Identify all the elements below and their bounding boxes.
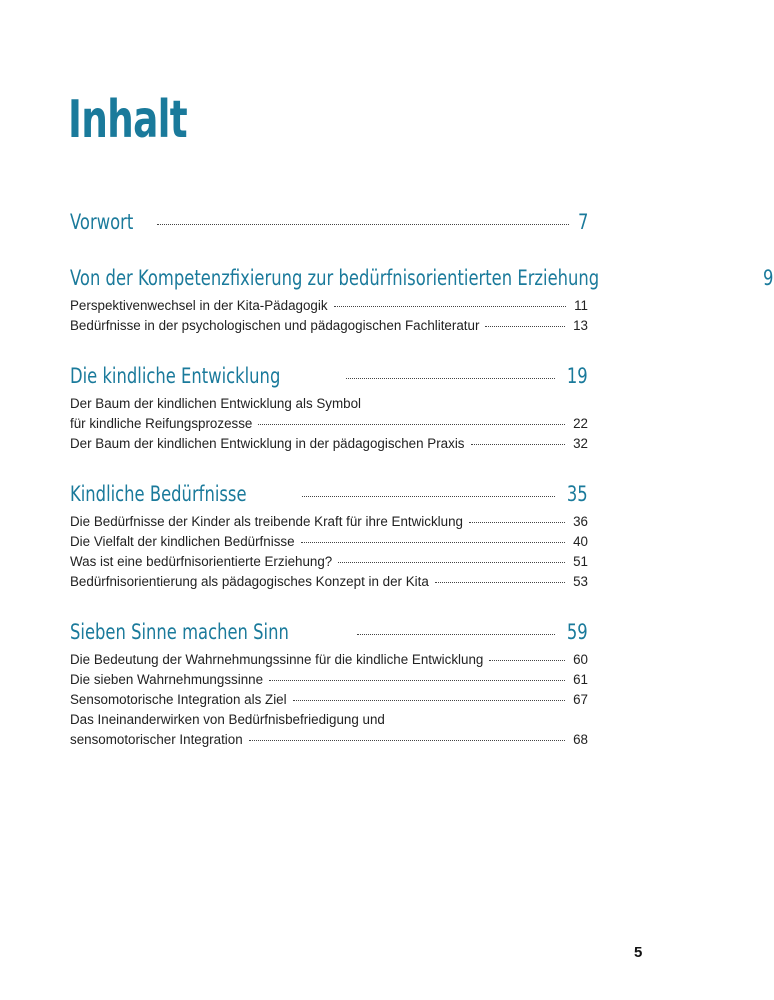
leader-dots bbox=[334, 306, 567, 307]
leader-dots bbox=[293, 700, 566, 701]
section-title: Bedürfnisse in der psychologischen und pädagogischen Fachliteratur bbox=[70, 318, 480, 333]
section-title: für kindliche Reifungsprozesse bbox=[70, 416, 253, 431]
section-page-number: 53 bbox=[573, 574, 588, 589]
toc-section[interactable] bbox=[70, 692, 588, 712]
toc-chapter bbox=[70, 482, 588, 594]
leader-dots bbox=[258, 424, 565, 425]
leader-dots bbox=[471, 444, 566, 445]
toc-section[interactable] bbox=[70, 298, 588, 318]
section-title: Sensomotorische Integration als Ziel bbox=[70, 692, 287, 707]
section-title: Die Vielfalt der kindlichen Bedürfnisse bbox=[70, 534, 295, 549]
toc-section[interactable] bbox=[70, 514, 588, 534]
section-page-number: 40 bbox=[573, 534, 588, 549]
toc-chapter bbox=[70, 266, 774, 338]
section-title: Die sieben Wahrnehmungssinne bbox=[70, 672, 264, 687]
section-page-number: 11 bbox=[574, 298, 588, 313]
chapter-row[interactable] bbox=[70, 266, 774, 296]
section-page-number: 61 bbox=[573, 672, 588, 687]
leader-dots bbox=[338, 562, 565, 563]
chapter-page-number: 35 bbox=[567, 482, 588, 506]
chapter-row[interactable] bbox=[70, 364, 588, 394]
leader-dots bbox=[435, 582, 565, 583]
section-title: Perspektivenwechsel in der Kita-Pädagogik bbox=[70, 298, 328, 313]
section-page-number: 68 bbox=[573, 732, 588, 747]
table-of-contents bbox=[70, 210, 774, 778]
toc-section[interactable] bbox=[70, 534, 588, 554]
page-number: 5 bbox=[634, 944, 643, 961]
section-page-number: 22 bbox=[573, 416, 588, 431]
section-title: Die Bedeutung der Wahrnehmungssinne für die kindliche Entwicklung bbox=[70, 652, 484, 667]
chapter-page-number: 9 bbox=[763, 266, 774, 290]
leader-dots bbox=[302, 496, 555, 497]
toc-section[interactable] bbox=[70, 712, 588, 752]
toc-section[interactable] bbox=[70, 652, 588, 672]
chapter-title: Kindliche Bedürfnisse bbox=[70, 482, 247, 506]
toc-section[interactable] bbox=[70, 396, 588, 436]
toc-chapter bbox=[70, 364, 588, 456]
chapter-row[interactable] bbox=[70, 620, 588, 650]
toc-section[interactable] bbox=[70, 318, 588, 338]
chapter-title: Die kindliche Entwicklung bbox=[70, 364, 281, 388]
section-title: Der Baum der kindlichen Entwicklung in der pädagogischen Praxis bbox=[70, 436, 465, 451]
chapter-page-number: 7 bbox=[577, 210, 588, 234]
section-page-number: 51 bbox=[573, 554, 588, 569]
chapter-title: Von der Kompetenzfixierung zur bedürfnisorientierten Erziehung bbox=[70, 266, 600, 290]
leader-dots bbox=[357, 634, 556, 635]
leader-dots bbox=[249, 740, 565, 741]
leader-dots bbox=[346, 378, 556, 379]
leader-dots bbox=[489, 660, 565, 661]
section-page-number: 13 bbox=[573, 318, 588, 333]
toc-section[interactable] bbox=[70, 672, 588, 692]
leader-dots bbox=[485, 326, 565, 327]
section-title: Bedürfnisorientierung als pädagogisches Konzept in der Kita bbox=[70, 574, 429, 589]
chapter-page-number: 19 bbox=[567, 364, 588, 388]
section-page-number: 36 bbox=[573, 514, 588, 529]
toc-section[interactable] bbox=[70, 436, 588, 456]
section-page-number: 67 bbox=[573, 692, 588, 707]
section-page-number: 32 bbox=[573, 436, 588, 451]
toc-chapter bbox=[70, 620, 588, 752]
toc-section[interactable] bbox=[70, 554, 588, 574]
leader-dots bbox=[469, 522, 565, 523]
chapter-title: Sieben Sinne machen Sinn bbox=[70, 620, 289, 644]
chapter-row[interactable] bbox=[70, 210, 588, 240]
leader-dots bbox=[157, 224, 569, 225]
chapter-page-number: 59 bbox=[567, 620, 588, 644]
leader-dots bbox=[301, 542, 566, 543]
chapter-title: Vorwort bbox=[70, 210, 134, 234]
leader-dots bbox=[269, 680, 565, 681]
section-title-line: Das Ineinanderwirken von Bedürfnisbefriedigung und bbox=[70, 712, 385, 727]
section-page-number: 60 bbox=[573, 652, 588, 667]
toc-section[interactable] bbox=[70, 574, 588, 594]
section-title-line: Der Baum der kindlichen Entwicklung als Symbol bbox=[70, 396, 362, 411]
section-title: sensomotorischer Integration bbox=[70, 732, 243, 747]
section-title: Die Bedürfnisse der Kinder als treibende Kraft für ihre Entwicklung bbox=[70, 514, 463, 529]
section-title: Was ist eine bedürfnisorientierte Erziehung? bbox=[70, 554, 333, 569]
chapter-row[interactable] bbox=[70, 482, 588, 512]
page-title: Inhalt bbox=[68, 90, 187, 150]
toc-chapter bbox=[70, 210, 588, 240]
